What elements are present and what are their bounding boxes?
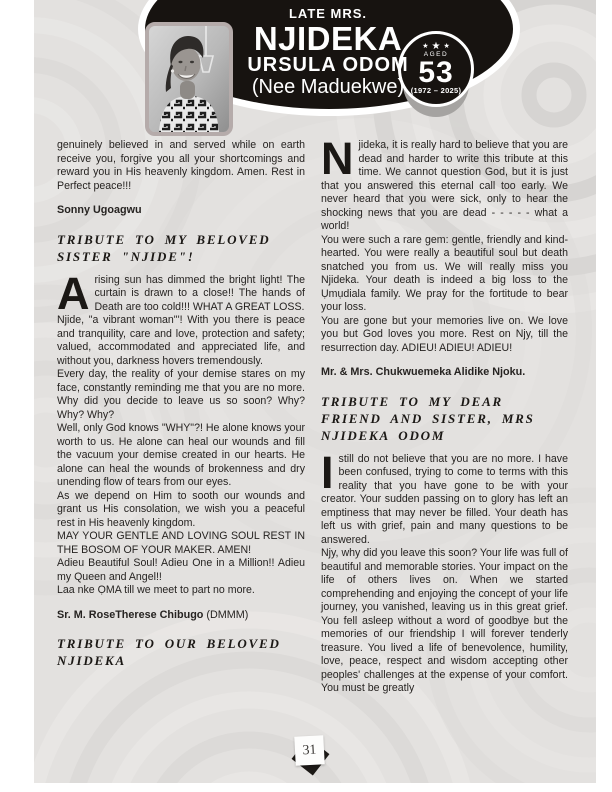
paragraph: Njide, "a vibrant woman"'! With you there is peace and tranquility, care and love, protection and safety; valued, accommodated and appreciated life, and without you, darkness hovers tremendously.: [57, 314, 305, 367]
paragraph: genuinely believed in and served while on earth receive you, forgive you all your shortcomings and reward you in His heavenly kingdom. Amen. Rest in Perfect peace!!!: [57, 139, 305, 192]
paragraph: Well, only God knows "WHY"?! He alone knows your worth to us. He alone can heal our wounds and fill the vacuum your demise created in our hearts. He alone can heal the wounds of brokenness and dry unending flow of tears from our eyes.: [57, 422, 305, 488]
portrait-photo: [145, 22, 233, 136]
header-title-block: [230, 6, 429, 98]
signature-name: Sr. M. RoseTherese Chibugo: [57, 608, 204, 621]
paragraph: As we depend on Him to sooth our wounds and grant us His consolation, we wish you a peaceful rest in His heavenly kingdom.: [57, 489, 305, 529]
paragraph: Njideka, it is really hard to believe that you are dead and harder to write this tribute at this time. We cannot question God, but it is just that you answered this eternal call too early. We never heard that you were sick, only to hear the shocking news that you are dead - - - - - what a world!: [321, 133, 568, 232]
tribute-heading: TRIBUTE TO MY DEAR FRIEND AND SISTER, MRS NJIDEKA ODOM: [321, 393, 535, 443]
right-column: [321, 133, 568, 696]
drop-cap: N: [321, 133, 354, 184]
drop-cap: A: [57, 267, 90, 319]
paragraph: MAY YOUR GENTLE AND LOVING SOUL REST IN THE BOSOM OF YOUR MAKER. AMEN!: [57, 530, 305, 556]
paragraph: Istill do not believe that you are no more. I have been confused, trying to come to terms with this reality that you have gone to be with your creator. Your sudden passing on to glory has left an emptiness that may never be filled. Your death has left us with grief, pain and many questions to be answered.: [321, 446, 568, 546]
signature: [321, 366, 568, 380]
deceased-maiden-name: (Nee Maduekwe): [251, 76, 405, 98]
signature: Sr. M. RoseTherese Chibugo (DMMM): [57, 608, 249, 621]
deceased-other-names: URSULA ODOM: [247, 54, 409, 76]
tribute-heading: TRIBUTE TO MY BELOVED SISTER "NJIDE"!: [57, 231, 271, 264]
paragraph: You were such a rare gem: gentle, friendly and kind-hearted. You were really a beautiful soul but death snatched you from us. We will really miss you Njideka. Your death is indeed a big loss to the Ụmụdiala family. We pray for the fortitude to bear your loss.: [321, 233, 568, 313]
paragraph: Njy, why did you leave this soon? Your life was full of beautiful and memorable stories. Your impact on the life of others lives on. When we started comprehending and enjoying the concept of your life journey, you vanished, leaving us in this great grief. You fell asleep without a word of goodbye but the memories of our friendship I will forever tenderly treasure. You lived a life of benevolence, humility, love, peace, respect and wisdom accepting other peoples' challenges at the expense of your comfort. You must be greatly: [321, 547, 568, 694]
pretitle: LATE MRS.: [288, 6, 368, 21]
star-row: [422, 41, 450, 50]
page-number-box: [294, 735, 324, 765]
life-years: (1972 – 2025): [410, 86, 462, 95]
aged-label: AGED: [423, 51, 449, 58]
star-icon: ★: [422, 43, 429, 50]
tribute-heading: TRIBUTE TO OUR BELOVED NJIDEKA: [57, 636, 281, 668]
paragraph: Laa nke ỌMA till we meet to part no more.: [57, 584, 255, 596]
signature: [57, 204, 305, 218]
paragraph: Adieu Beautiful Soul! Adieu One in a Million!! Adieu my Queen and Angel!!: [57, 557, 305, 583]
star-icon: ★: [431, 41, 441, 52]
age-value: 53: [418, 56, 454, 89]
paragraph: Every day, the reality of your demise stares on my face, constantly reminding me that you are no more. Why did you decide to leave us so soon? Why? Why? Why?: [57, 368, 305, 421]
deceased-first-name: NJIDEKA: [253, 20, 403, 57]
signature-name: Sonny Ugoagwu: [57, 204, 142, 216]
left-column: [57, 139, 305, 678]
paragraph: You are gone but your memories live on. We love you but God loves you more. Rest on Njy, till the resurrection day. ADIEU! ADIEU! ADIEU!: [321, 314, 568, 354]
page-number-badge: [288, 733, 334, 781]
paragraph: Arising sun has dimmed the bright light! The curtain is drawn to a close!! The hands of Death are too cold!!! WHAT A GREAT LOSS.: [57, 267, 305, 319]
drop-cap: I: [321, 446, 334, 498]
signature-name: Mr. & Mrs. Chukwuemeka Alidike Njoku.: [321, 366, 526, 378]
star-icon: ★: [443, 43, 450, 50]
page-number: 31: [302, 742, 317, 758]
